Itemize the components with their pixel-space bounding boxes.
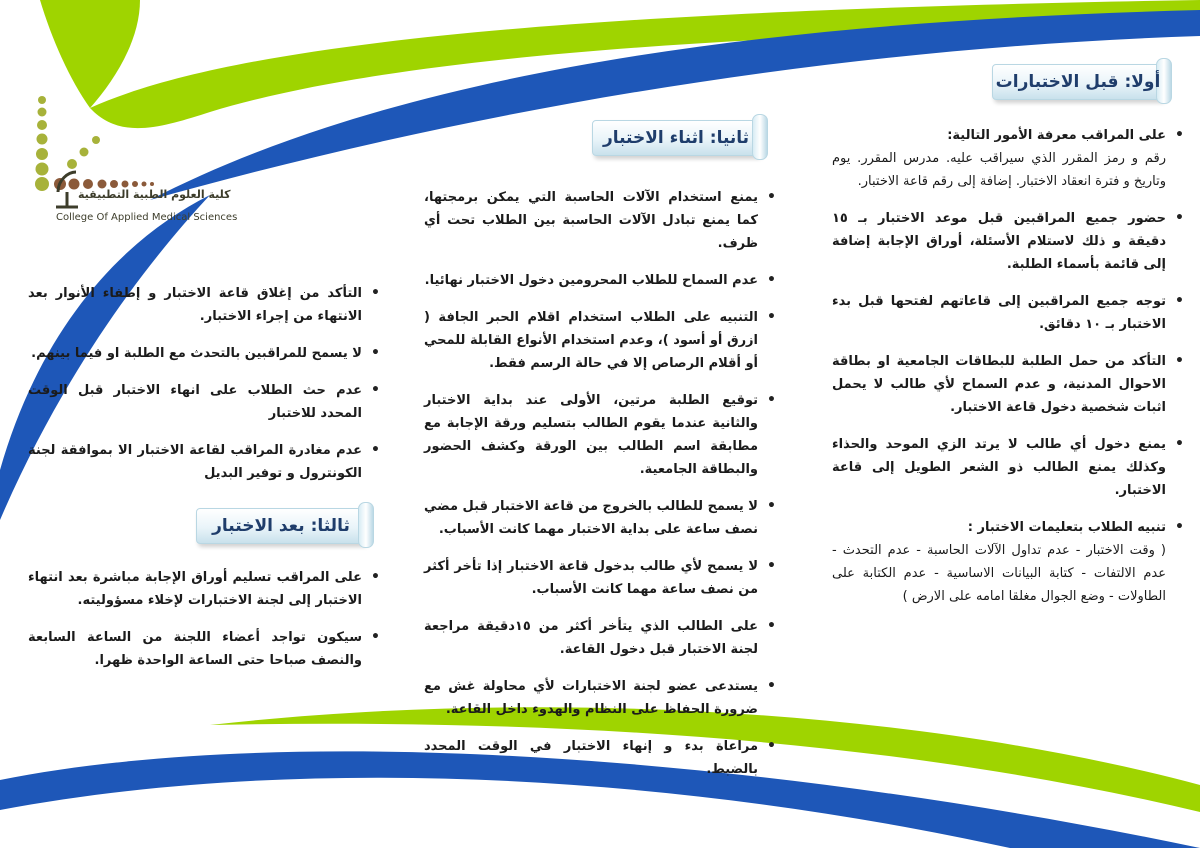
list-item: • عدم السماح للطلاب المحرومين دخول الاختبار نهائيا.: [424, 269, 776, 292]
list-item: • عدم مغادرة المراقب لقاعة الاختبار الا بموافقة لجنة الكونترول و توفير البديل: [28, 439, 380, 485]
list-item: • على الطالب الذي يتأخر أكثر من ١٥دقيقة مراجعة لجنة الاختبار قبل دخول القاعة.: [424, 615, 776, 661]
list-item: • لا يسمح لأي طالب بدخول قاعة الاختبار إذا تأخر أكثر من نصف ساعة مهما كانت الأسباب.: [424, 555, 776, 601]
list-item: • يستدعى عضو لجنة الاختبارات لأي محاولة غش مع ضرورة الحفاظ على النظام والهدوء داخل القاعة.: [424, 675, 776, 721]
section2-column: [424, 186, 776, 795]
list-item: • على المراقب تسليم أوراق الإجابة مباشرة بعد انتهاء الاختبار إلى لجنة الاختبارات لإخلاء مسؤوليته.: [28, 566, 380, 612]
list-item: • لا يسمح للطالب بالخروج من قاعة الاختبار قبل مضي نصف ساعة على بداية الاختبار مهما كانت الأسباب.: [424, 495, 776, 541]
section1-column: [832, 124, 1184, 622]
list-item: • مراعاة بدء و إنهاء الاختبار في الوقت المحدد بالضبط.: [424, 735, 776, 781]
list-item: • لا يسمح للمراقبين بالتحدث مع الطلبة او فيما بينهم.: [28, 342, 380, 365]
list-item: • توجه جميع المراقبين إلى قاعاتهم لفتحها قبل بدء الاختبار بـ ١٠ دقائق.: [832, 290, 1184, 336]
college-logo: [28, 92, 238, 232]
college-name-en: College Of Applied Medical Sciences: [56, 212, 238, 223]
list-item: • عدم حث الطلاب على انهاء الاختبار قبل الوقت المحدد للاختبار: [28, 379, 380, 425]
list-item: • التنبيه على الطلاب استخدام اقلام الحبر الجافة ( ازرق أو أسود )، وعدم استخدام الأنواع القابلة للمحي أو أقلام الرصاص إلا في حالة الرسم فقط.: [424, 306, 776, 375]
list-item: • يمنع دخول أي طالب لا يرتد الزي الموحد والحذاء وكذلك يمنع الطالب ذو الشعر الطويل إلى قاعة الاختبار.: [832, 433, 1184, 502]
section3-banner: [196, 508, 366, 544]
list-item: • حضور جميع المراقبين قبل موعد الاختبار بـ ١٥ دقيقة و ذلك لاستلام الأسئلة، أوراق الإجابة إضافة إلى قائمة بأسماء الطلبة.: [832, 207, 1184, 276]
list-item: • تنبيه الطلاب بتعليمات الاختبار : ( وقت الاختبار - عدم تداول الآلات الحاسبة - عدم التحدث - عدم الالتفات - كتابة البيانات الاساسية - عدم الكتابة على الطاولات - وضع الجوال مغلقا امامه على الارض ): [832, 516, 1184, 608]
section1-banner: [992, 64, 1164, 100]
section2-continued-column: [28, 282, 380, 499]
section3-title: ثالثا: بعد الاختبار: [212, 516, 350, 536]
list-item: • توقيع الطلبة مرتين، الأولى عند بداية الاختبار والثانية عندما يقوم الطالب بتسليم ورقة الإجابة مع مطابقة اسم الطالب بين الورقة وكشف الحضور والبطاقة الجامعية.: [424, 389, 776, 481]
section3-column: [28, 566, 380, 686]
list-item: • سيكون تواجد أعضاء اللجنة من الساعة السابعة والنصف صباحا حتى الساعة الواحدة ظهرا.: [28, 626, 380, 672]
section1-title: أولا: قبل الاختبارات: [995, 72, 1161, 92]
list-item-detail: ( وقت الاختبار - عدم تداول الآلات الحاسبة - عدم التحدث - عدم الالتفات - كتابة البيانات الاساسية - عدم الكتابة على الطاولات - وضع الجوال مغلقا امامه على الارض ): [832, 543, 1166, 604]
list-item-detail: رقم و رمز المقرر الذي سيراقب عليه. مدرس المقرر. يوم وتاريخ و فترة انعقاد الاختبار. إضافة إلى رقم قاعة الاختبار.: [832, 151, 1166, 189]
list-item: • على المراقب معرفة الأمور التالية: رقم و رمز المقرر الذي سيراقب عليه. مدرس المقرر. يوم وتاريخ و فترة انعقاد الاختبار. إضافة إلى رقم قاعة الاختبار.: [832, 124, 1184, 193]
list-item: • يمنع استخدام الآلات الحاسبة التي يمكن برمجتها، كما يمنع تبادل الآلات الحاسبة بين الطلاب تحت أي ظرف.: [424, 186, 776, 255]
college-name-ar: كلية العلوم الطبية التطبيقية: [78, 188, 231, 201]
section2-title: ثانيا: اثناء الاختبار: [602, 128, 750, 148]
list-item: • التأكد من حمل الطلبة للبطاقات الجامعية او بطاقة الاحوال المدنية، و عدم السماح لأي طالب لا يحمل اثبات شخصية دخول قاعة الاختبار.: [832, 350, 1184, 419]
section2-banner: [592, 120, 760, 156]
list-item: • التأكد من إغلاق قاعة الاختبار و إطفاء الأنوار بعد الانتهاء من إجراء الاختبار.: [28, 282, 380, 328]
